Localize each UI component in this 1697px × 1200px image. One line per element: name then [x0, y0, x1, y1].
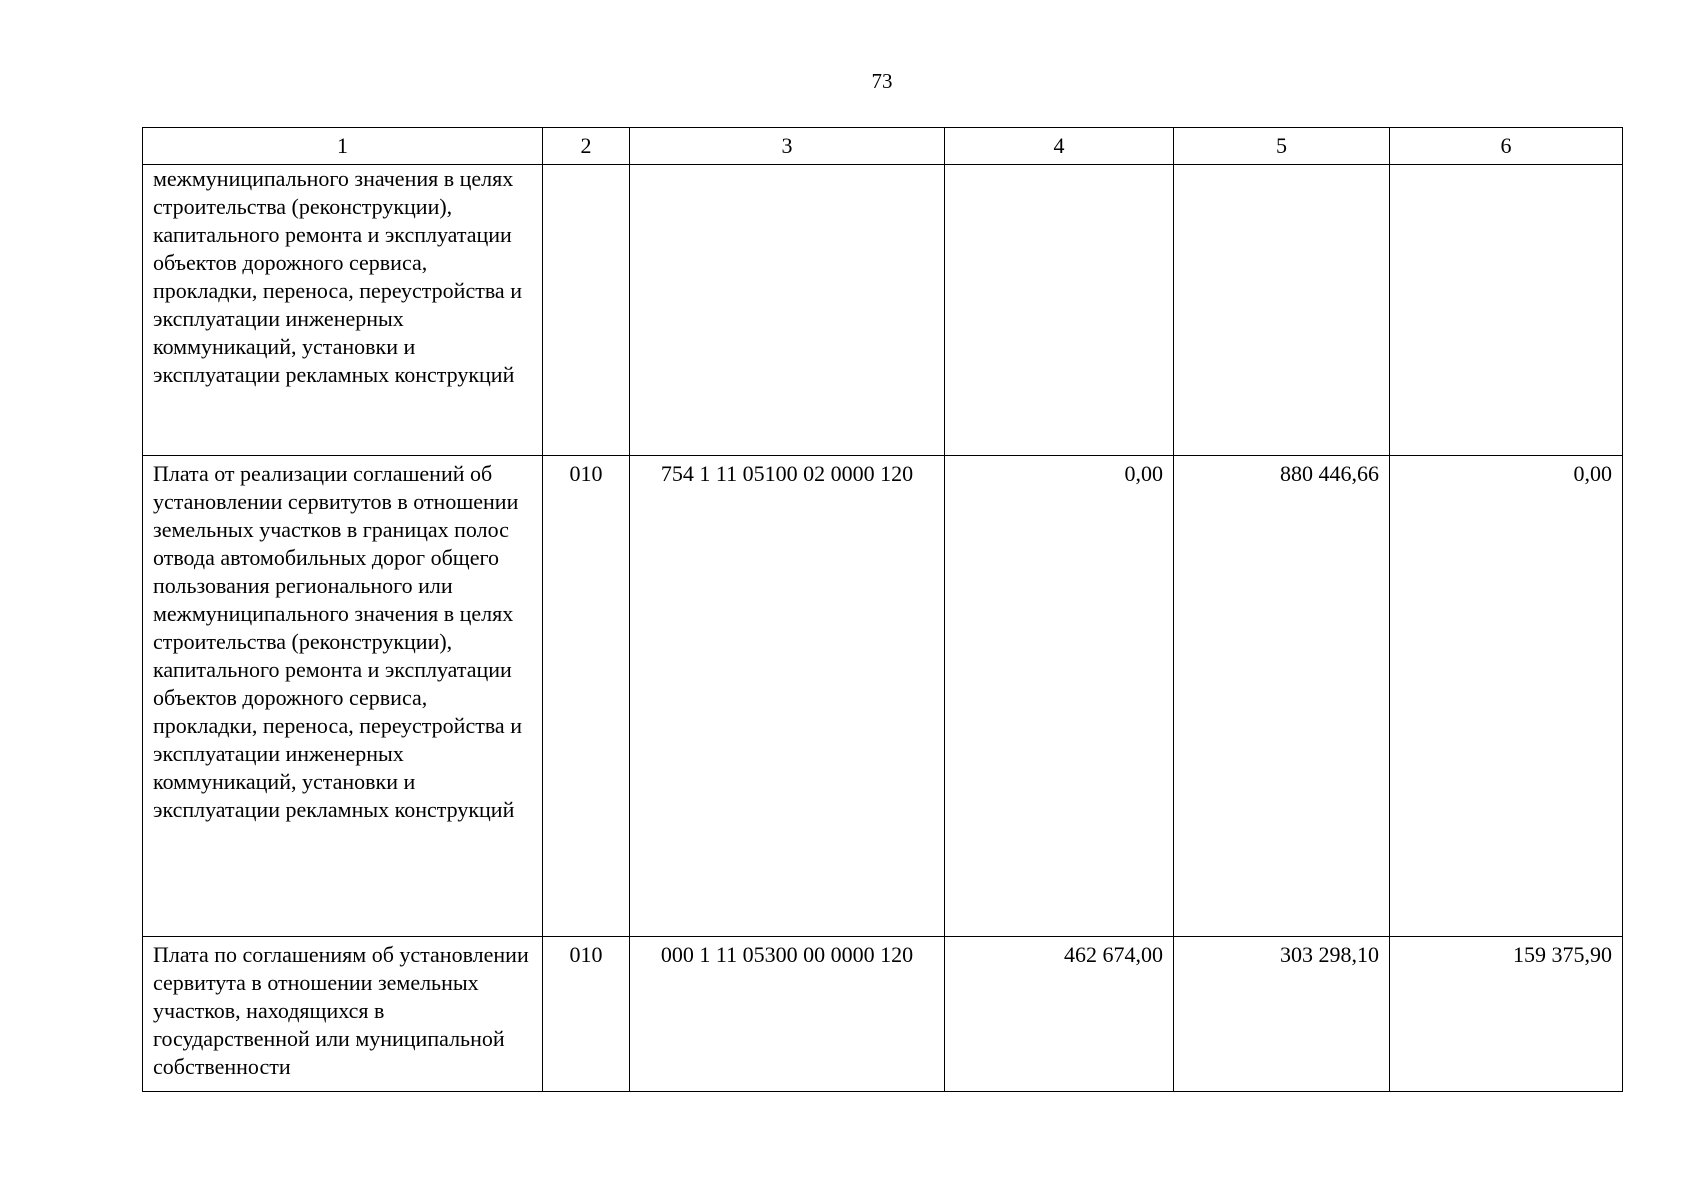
row-value-col5 — [1174, 165, 1390, 456]
table-row — [143, 456, 1623, 937]
row-description: Плата от реализации соглашений об установлении сервитутов в отношении земельных участков в границах полос отвода автомобильных дорог общего пользования регионального или межмуниципального значения в целях строительства (реконструкции), капитального ремонта и эксплуатации объектов дорожного сервиса, прокладки, переноса, переустройства и эксплуатации инженерных коммуникаций, установки и эксплуатации рекламных конструкций — [143, 456, 543, 937]
row-budget-code — [630, 165, 945, 456]
row-value-col5: 880 446,66 — [1174, 456, 1390, 937]
row-line-code — [543, 165, 630, 456]
row-value-col4: 462 674,00 — [945, 937, 1174, 1092]
table-row — [143, 937, 1623, 1092]
row-description: межмуниципального значения в целях строительства (реконструкции), капитального ремонта и эксплуатации объектов дорожного сервиса, прокладки, переноса, переустройства и эксплуатации инженерных коммуникаций, установки и эксплуатации рекламных конструкций — [143, 165, 543, 456]
header-col-3: 3 — [630, 128, 945, 165]
row-value-col6 — [1390, 165, 1623, 456]
header-col-5: 5 — [1174, 128, 1390, 165]
table-row — [143, 165, 1623, 456]
row-line-code: 010 — [543, 456, 630, 937]
table-body — [143, 165, 1623, 1092]
row-value-col4 — [945, 165, 1174, 456]
header-row — [143, 128, 1623, 165]
row-budget-code: 754 1 11 05100 02 0000 120 — [630, 456, 945, 937]
row-budget-code: 000 1 11 05300 00 0000 120 — [630, 937, 945, 1092]
table-header — [143, 128, 1623, 165]
header-col-1: 1 — [143, 128, 543, 165]
row-line-code: 010 — [543, 937, 630, 1092]
header-col-2: 2 — [543, 128, 630, 165]
row-value-col4: 0,00 — [945, 456, 1174, 937]
page-number: 73 — [871, 69, 893, 93]
header-col-4: 4 — [945, 128, 1174, 165]
report-table — [142, 127, 1623, 1092]
row-description: Плата по соглашениям об установлении сервитута в отношении земельных участков, находящихся в государственной или муниципальной собственности — [143, 937, 543, 1092]
row-value-col6: 0,00 — [1390, 456, 1623, 937]
row-value-col6: 159 375,90 — [1390, 937, 1623, 1092]
row-value-col5: 303 298,10 — [1174, 937, 1390, 1092]
header-col-6: 6 — [1390, 128, 1623, 165]
